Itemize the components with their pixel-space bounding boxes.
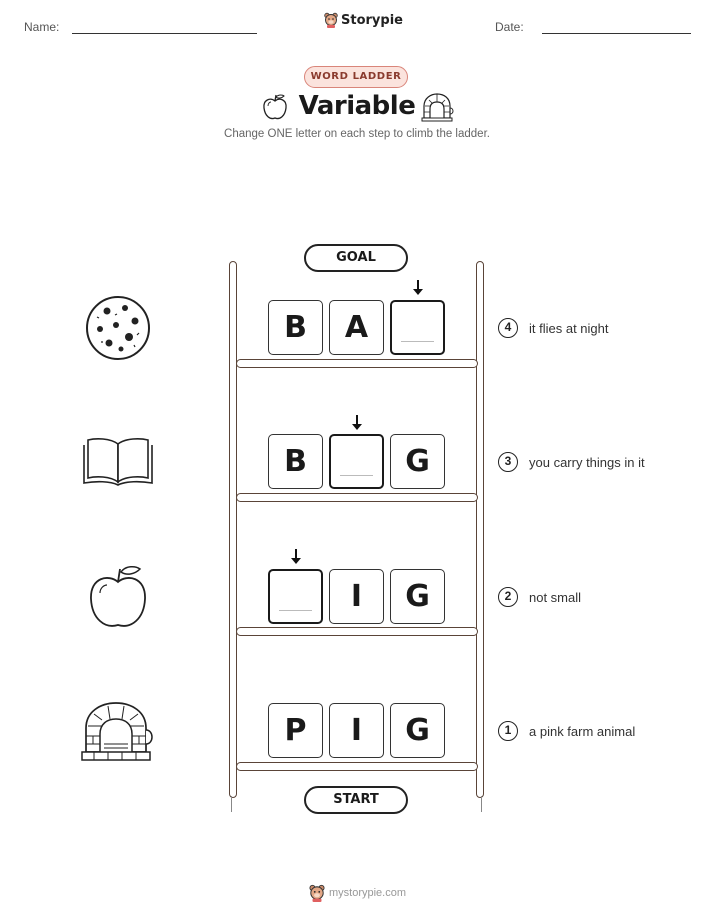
bear-icon [309, 884, 325, 902]
ladder-rung [236, 493, 478, 502]
name-label: Name: [24, 20, 60, 34]
brick-oven-icon [80, 700, 156, 762]
date-label: Date: [495, 20, 524, 34]
letter-tile: G [390, 703, 445, 758]
footer [309, 884, 406, 902]
brand-name: Storypie [341, 12, 403, 28]
ladder-left-rail [229, 261, 237, 798]
letter-tile: P [268, 703, 323, 758]
apple-icon [260, 92, 290, 122]
instructions: Change ONE letter on each step to climb the ladder. [224, 128, 490, 140]
goal-label: GOAL [304, 244, 408, 272]
ladder-right-rail [476, 261, 484, 798]
start-label: START [304, 786, 408, 814]
blank-letter-tile[interactable] [390, 300, 445, 355]
ladder-right-foot [481, 796, 482, 812]
step-number-badge: 4 [498, 318, 518, 338]
letter-tile: B [268, 300, 323, 355]
arrow-down-icon [351, 415, 363, 431]
name-field-line[interactable] [72, 33, 257, 34]
letter-tile: I [329, 703, 384, 758]
footer-url[interactable]: mystorypie.com [329, 887, 407, 899]
arrow-down-icon [290, 549, 302, 565]
date-field-line[interactable] [542, 33, 691, 34]
brand-logo [324, 12, 403, 28]
bear-icon [324, 12, 338, 28]
arrow-down-icon [412, 280, 424, 296]
apple-icon [87, 563, 149, 631]
letter-tile: G [390, 569, 445, 624]
cookie-icon [85, 295, 151, 361]
blank-letter-tile[interactable] [329, 434, 384, 489]
ladder-rung [236, 762, 478, 771]
worksheet-type-badge: WORD LADDER [304, 66, 408, 88]
letter-tile: B [268, 434, 323, 489]
clue-text: it flies at night [529, 321, 609, 336]
brick-oven-icon [421, 92, 455, 122]
clue-text: not small [529, 590, 582, 605]
ladder-rung [236, 627, 478, 636]
step-number-badge: 2 [498, 587, 518, 607]
page-title: Variable [298, 91, 416, 121]
ladder-rung [236, 359, 478, 368]
clue-text: you carry things in it [529, 455, 645, 470]
step-number-badge: 1 [498, 721, 518, 741]
ladder-left-foot [231, 796, 232, 812]
step-number-badge: 3 [498, 452, 518, 472]
clue-text: a pink farm animal [529, 724, 636, 739]
letter-tile: G [390, 434, 445, 489]
blank-letter-tile[interactable] [268, 569, 323, 624]
letter-tile: I [329, 569, 384, 624]
open-book-icon [82, 436, 154, 488]
letter-tile: A [329, 300, 384, 355]
